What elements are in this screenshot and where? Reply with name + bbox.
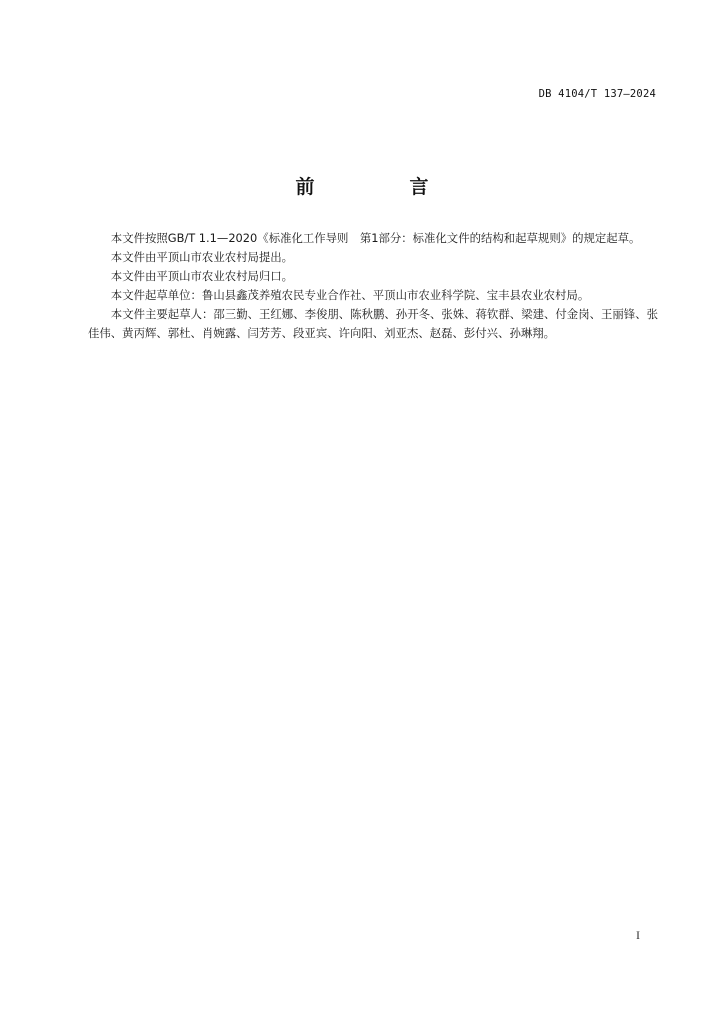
paragraph-proposer: 本文件由平顶山市农业农村局提出。 <box>110 250 294 264</box>
paragraph-drafters: 本文件主要起草人：邵三勤、王红娜、李俊朋、陈秋鹏、孙开冬、张姝、蒋钦群、梁建、付金岗、王丽锋、张佳伟、黄丙辉、郭杜、肖婉露、闫芳芳、段亚宾、许向阳、刘亚杰、赵磊、彭付兴、孙琳翔。 <box>88 307 658 340</box>
paragraph-centralized-unit: 本文件由平顶山市农业农村局归口。 <box>110 269 294 283</box>
paragraph-drafting-basis: 本文件按照GB/T 1.1—2020《标准化工作导则 第1部分：标准化文件的结构和起草规则》的规定起草。 <box>110 231 641 245</box>
page-number: I <box>636 928 640 942</box>
foreword-body <box>88 229 658 343</box>
page-title: 前 言 <box>295 176 467 198</box>
standard-code: DB 4104/T 137—2024 <box>538 88 656 100</box>
paragraph-drafting-units: 本文件起草单位：鲁山县鑫茂养殖农民专业合作社、平顶山市农业科学院、宝丰县农业农村局。 <box>110 288 590 302</box>
